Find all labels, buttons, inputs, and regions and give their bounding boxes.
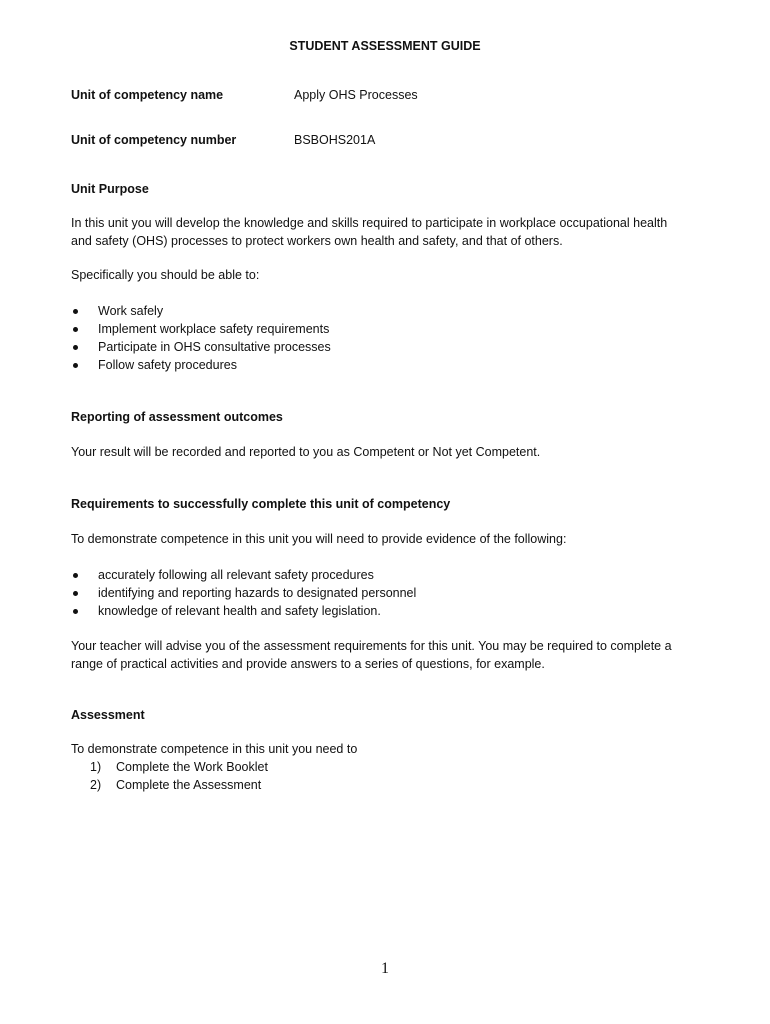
purpose-bullet-list [71, 302, 701, 374]
list-item [71, 356, 701, 374]
list-item [71, 776, 701, 794]
list-item-text: identifying and reporting hazards to designated personnel [98, 586, 417, 600]
assessment-steps-list [71, 758, 701, 794]
requirements-intro: To demonstrate competence in this unit you will need to provide evidence of the following: [71, 532, 567, 546]
unit-purpose-intro-line: and safety (OHS) processes to protect workers own health and safety, and that of others. [71, 234, 563, 248]
bullet-icon [73, 363, 78, 368]
list-item [71, 566, 701, 584]
bullet-icon [73, 573, 78, 578]
list-item [71, 320, 701, 338]
list-item-text: knowledge of relevant health and safety legislation. [98, 604, 381, 618]
document-title: STUDENT ASSESSMENT GUIDE [289, 39, 481, 53]
bullet-icon [73, 327, 78, 332]
list-item [71, 302, 701, 320]
list-item [71, 602, 701, 620]
assessment-heading: Assessment [71, 708, 145, 722]
list-item [71, 758, 701, 776]
list-item-text: Complete the Work Booklet [116, 760, 268, 774]
assessment-intro: To demonstrate competence in this unit you need to [71, 742, 358, 756]
page-number: 1 [381, 960, 389, 977]
list-item [71, 584, 701, 602]
requirements-bullet-list [71, 566, 701, 620]
teacher-advice [71, 637, 701, 673]
list-item-text: Complete the Assessment [116, 778, 262, 792]
reporting-text: Your result will be recorded and reported to you as Competent or Not yet Competent. [71, 445, 541, 459]
list-item-text: accurately following all relevant safety procedures [98, 568, 374, 582]
list-item-text: Follow safety procedures [98, 358, 237, 372]
unit-purpose-intro-line: In this unit you will develop the knowledge and skills required to participate in workplace occupational health [71, 216, 668, 230]
list-item [71, 338, 701, 356]
teacher-advice-line: Your teacher will advise you of the assessment requirements for this unit. You may be required to complete a [71, 639, 672, 653]
bullet-icon [73, 591, 78, 596]
requirements-heading: Requirements to successfully complete this unit of competency [71, 497, 451, 511]
unit-number-label: Unit of competency number [71, 133, 237, 147]
able-to-text: Specifically you should be able to: [71, 268, 260, 282]
step-number: 2) [90, 778, 102, 792]
unit-number-value: BSBOHS201A [294, 133, 376, 147]
bullet-icon [73, 609, 78, 614]
bullet-icon [73, 345, 78, 350]
bullet-icon [73, 309, 78, 314]
list-item-text: Work safely [98, 304, 164, 318]
list-item-text: Implement workplace safety requirements [98, 322, 330, 336]
list-item-text: Participate in OHS consultative processes [98, 340, 331, 354]
reporting-heading: Reporting of assessment outcomes [71, 410, 283, 424]
unit-purpose-intro [71, 214, 701, 250]
step-number: 1) [90, 760, 102, 774]
unit-name-label: Unit of competency name [71, 88, 224, 102]
unit-name-value: Apply OHS Processes [294, 88, 418, 102]
teacher-advice-line: range of practical activities and provide answers to a series of questions, for example. [71, 657, 545, 671]
unit-purpose-heading: Unit Purpose [71, 182, 149, 196]
